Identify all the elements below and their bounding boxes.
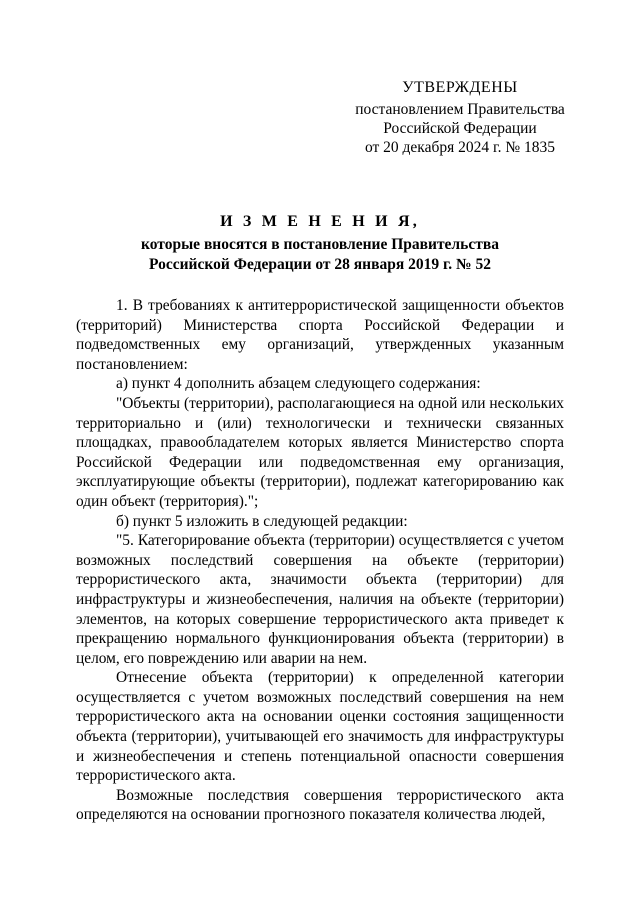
subtitle-line-2: Российской Федерации от 28 января 2019 г. № 52 <box>149 255 491 273</box>
approved-heading: УТВЕРЖДЕНЫ <box>402 79 518 96</box>
approval-line-1: постановлением Правительства <box>355 101 565 118</box>
paragraph-item-a-text: "Объекты (территории), располагающиеся на одной или нескольких территориально и (или) технологически и технически связанных площадках, правообладателем которых является Министерство спорта Российской Федерации или подведомственная ему организация, эксплуатирующие объекты (территории), подлежат категорированию как один объект (территория)."; <box>76 394 564 510</box>
paragraph-category-assignment: Отнесение объекта (территории) к определенной категории осуществляется с учетом возможных последствий совершения на нем террористического акта на основании оценки состояния защищенности объекта (территории), учитывающей его значимость для инфраструктуры и жизнеобеспечения и степень потенциальной опасности совершения террористического акта. <box>76 669 564 785</box>
document-subtitle <box>76 235 564 274</box>
paragraph-item-b: б) пункт 5 изложить в следующей редакции: <box>116 512 408 530</box>
approval-line-2: Российской Федерации <box>383 120 537 137</box>
paragraph-requirements-intro: 1. В требованиях к антитеррористической защищенности объектов (территорий) Министерства спорта Российской Федерации и подведомственных ему организаций, утвержденных указанным постановлением: <box>76 297 564 373</box>
subtitle-line-1: которые вносятся в постановление Правительства <box>141 236 499 253</box>
paragraph-consequences: Возможные последствия совершения террористического акта определяются на основании прогнозного показателя количества людей, <box>76 786 564 824</box>
document-body <box>76 296 564 825</box>
approval-stamp <box>340 78 580 157</box>
document-title: И З М Е Н Е Н И Я, <box>220 213 420 230</box>
paragraph-item-a: а) пункт 4 дополнить абзацем следующего содержания: <box>116 375 481 393</box>
approval-line-3: от 20 декабря 2024 г. № 1835 <box>364 139 556 156</box>
paragraph-item-5-text: "5. Категорирование объекта (территории) осуществляется с учетом возможных последствий совершения на объекте (территории) террористического акта, значимости объекта (территории) для инфраструктуры и жизнеобеспечения, наличия на объекте (территории) элементов, на которых совершение террористического акта приведет к прекращению нормального функционирования объекта (территории) в целом, его повреждению или аварии на нем. <box>76 532 564 667</box>
